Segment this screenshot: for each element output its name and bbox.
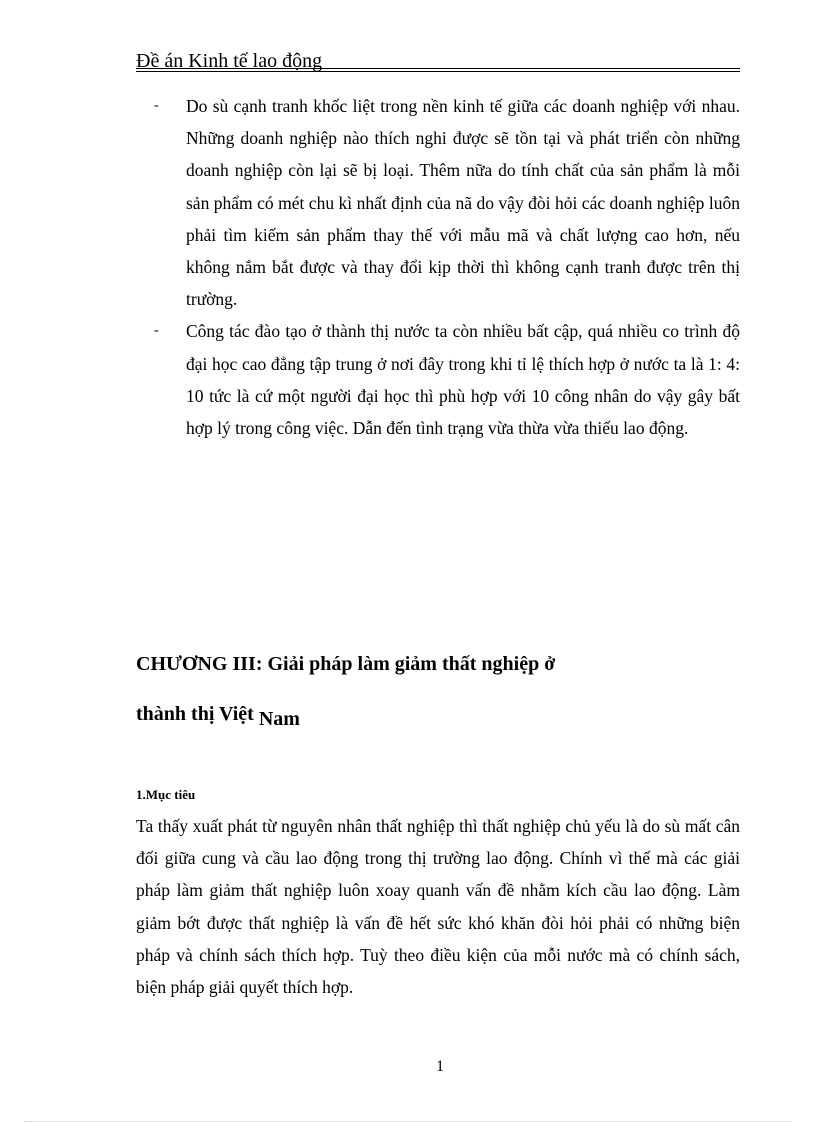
- bullet-list: [154, 90, 740, 444]
- section-heading: 1.Mục tiêu: [136, 787, 196, 802]
- header-title: Đề án Kinh tế lao động: [136, 50, 323, 72]
- page-bottom-rule: [24, 1121, 792, 1122]
- chapter-title: [136, 648, 740, 730]
- bullet-dash: -: [154, 323, 159, 339]
- chapter-title-line-2-start: thành thị Việt: [136, 703, 254, 725]
- bullet-text: Do sù cạnh tranh khốc liệt trong nền kinh tế giữa các doanh nghiệp với nhau. Những doanh nghiệp nào thích nghi được sẽ tồn tại và phát triển còn những doanh nghiệp còn lại sẽ bị loại. Thêm nữa do tính chất của sản phẩm là mỗi sản phẩm có mét chu kì nhất định của nã do vậy đòi hỏi các doanh nghiệp luôn phải tìm kiếm sản phẩm thay thế với mẫu mã và chất lượng cao hơn, nếu không nắm bắt được và thay đổi kịp thời thì không cạnh tranh được trên thị trường.: [186, 96, 740, 310]
- page-number: 1: [436, 1058, 444, 1075]
- chapter-title-line-2-end: Nam: [258, 708, 300, 730]
- header-rule-bottom: [136, 71, 740, 72]
- page-header: [136, 48, 740, 74]
- bullet-item: [154, 315, 740, 444]
- section-body-paragraph: Ta thấy xuất phát từ nguyên nhân thất nghiệp thì thất nghiệp chủ yếu là do sù mất cân đối giữa cung và cầu lao động trong thị trường lao động. Chính vì thế mà các giải pháp làm giảm thất nghiệp luôn xoay quanh vấn đề nhằm kích cầu lao động. Làm giảm bớt được thất nghiệp là vấn đề hết sức khó khăn đòi hỏi phải có những biện pháp và chính sách thích hợp. Tuỳ theo điều kiện của mỗi nước mà có chính sách, biện pháp giải quyết thích hợp.: [136, 816, 740, 998]
- chapter-title-line-1: CHƯƠNG III: Giải pháp làm giảm thất nghiệp ở: [136, 653, 556, 675]
- bullet-dash: -: [154, 98, 159, 113]
- bullet-item: [154, 90, 740, 315]
- bullet-text: Công tác đào tạo ở thành thị nước ta còn nhiều bất cập, quá nhiều co trình độ đại học cao đẳng tập trung ở nơi đây trong khi tỉ lệ thích hợp ở nước ta là 1: 4: 10 tức là cứ một người đại học thì phù hợp với 10 công nhân do vậy gây bất hợp lý trong công việc. Dẫn đến tình trạng vừa thừa vừa thiếu lao động.: [186, 321, 740, 439]
- header-rule-top: [136, 68, 740, 69]
- chapter-title-line-2: [136, 698, 740, 730]
